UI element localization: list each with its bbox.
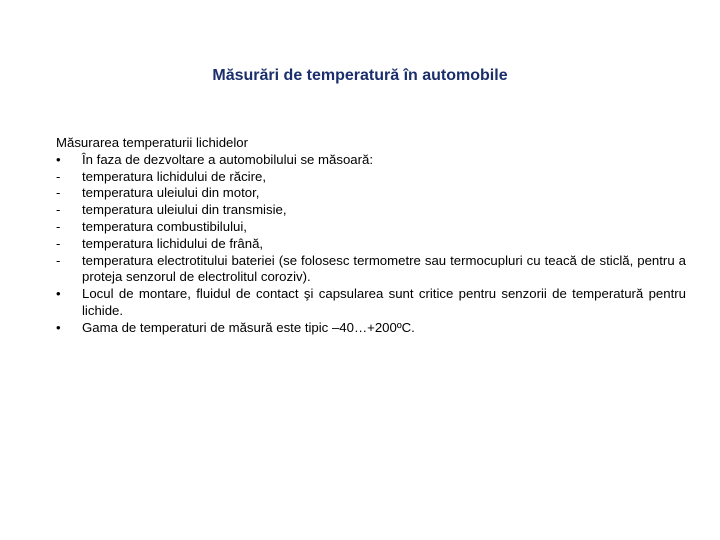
list-item-text: În faza de dezvoltare a automobilului se măsoară: [82,151,374,167]
dash-marker: - [56,168,61,184]
dash-marker: - [56,202,61,218]
list-item [56,320,686,337]
list-item [56,185,686,202]
dash-marker: - [56,235,61,251]
dash-marker: - [56,252,61,268]
list-item [56,152,686,169]
slide-title: Măsurări de temperatură în automobile [212,67,508,84]
list-item [56,236,686,253]
dash-marker: - [56,218,61,234]
section-heading: Măsurarea temperaturii lichidelor [56,135,249,150]
list-item-text: temperatura combustibilului, [82,218,247,234]
list-item-text: temperatura uleiului din transmisie, [82,202,287,218]
bullet-marker: • [56,286,61,302]
slide-body [56,135,686,337]
list-item-text: temperatura lichidului de frână, [82,235,264,251]
list-item-text: Locul de montare, fluidul de contact şi capsularea sunt critice pentru senzorii de temperatură pentru lichide. [82,286,686,318]
list-item [56,202,686,219]
list-item-text: temperatura electrotitului bateriei (se folosesc termometre sau termocupluri cu teacă de sticlă, pentru a proteja senzorul de electrolitul coroziv). [82,252,686,285]
dash-marker: - [56,185,61,201]
bullet-marker: • [56,151,61,167]
list-item-text: temperatura uleiului din motor, [82,185,260,201]
list-item [56,219,686,236]
bullet-marker: • [56,319,61,335]
list-item [56,286,686,320]
list-item [56,169,686,186]
list-item-text: temperatura lichidului de răcire, [82,168,266,184]
list-item [56,253,686,287]
list-item-text: Gama de temperaturi de măsură este tipic –40…+200ºC. [82,319,415,335]
